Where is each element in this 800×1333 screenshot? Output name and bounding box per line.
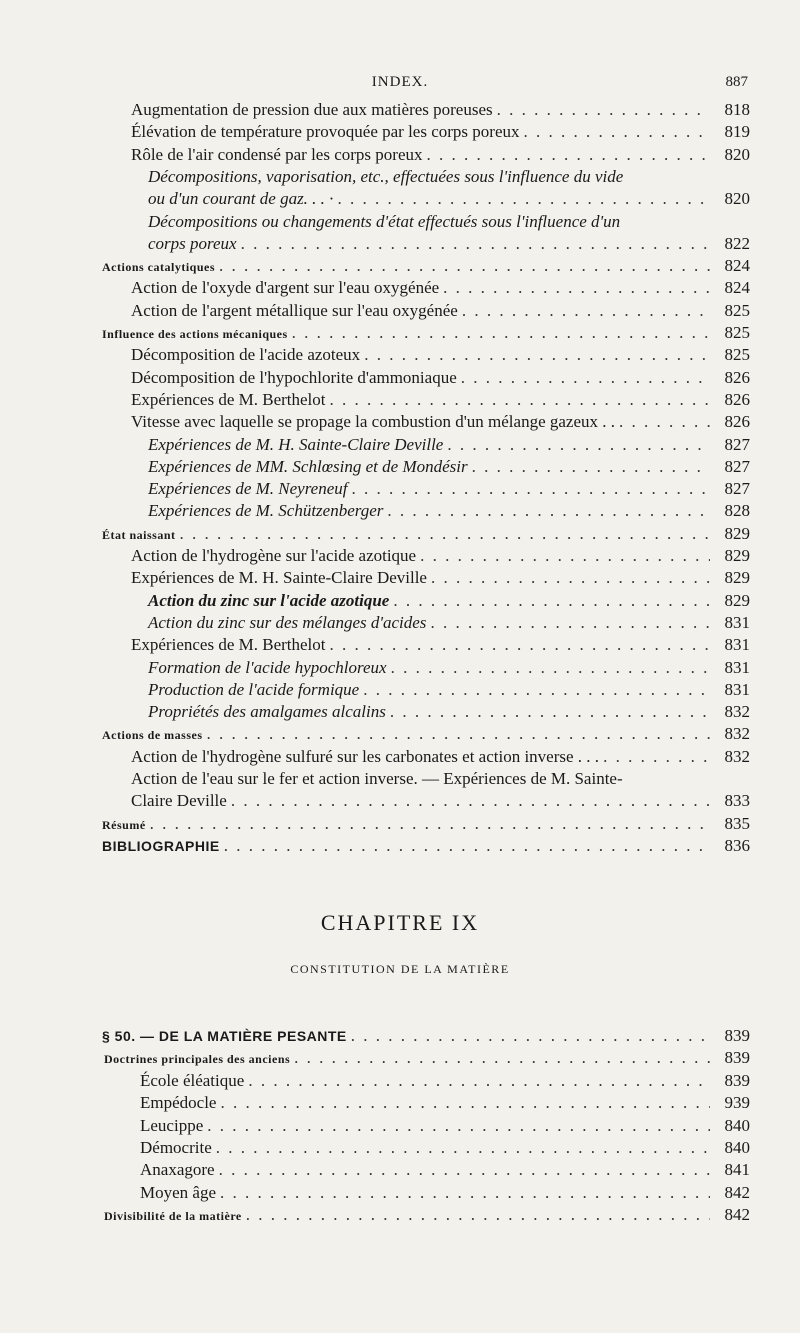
index-entry: [102, 722, 750, 746]
dot-leader: [180, 522, 710, 546]
dot-leader: [248, 1069, 710, 1093]
index-entry: [104, 1046, 750, 1070]
dot-leader: [337, 187, 710, 211]
index-entry-label: Démocrite: [140, 1138, 212, 1157]
dot-leader: [330, 633, 711, 657]
index-entry: [148, 455, 750, 479]
index-entry-label: Expériences de M. H. Sainte-Claire Deville: [148, 434, 444, 454]
dot-leader: [461, 366, 710, 390]
index-entry-page: 819: [724, 122, 750, 142]
index-entry-label: Influence des actions mécaniques: [102, 327, 288, 341]
index-entry: [148, 656, 750, 680]
dot-leader: [351, 1024, 710, 1048]
index-entry-page: 831: [724, 635, 750, 655]
index-entry-page: 829: [724, 568, 750, 588]
index-entry-label: Rôle de l'air condensé par les corps poreux: [131, 144, 423, 164]
index-entry: [140, 1136, 750, 1160]
chapter-title: CHAPITRE IX: [320, 910, 480, 935]
index-entry-page: 831: [724, 679, 750, 699]
index-entry-page: 832: [724, 702, 750, 722]
index-entry-label: Anaxagore: [140, 1160, 215, 1180]
index-entry-label: Action du zinc sur l'acide azotique: [148, 590, 390, 610]
index-entry-page: 829: [724, 546, 750, 565]
index-entry-label: Action de l'hydrogène sulfuré sur les carbonates et action inverse . . .: [131, 746, 600, 766]
index-entry-text: Décompositions ou changements d'état effectués sous l'influence d'un: [148, 211, 621, 231]
index-entry: [131, 299, 750, 323]
index-entry-text: Action de l'eau sur le fer et action inverse. — Expériences de M. Sainte-: [131, 769, 623, 788]
index-entry-page: 842: [724, 1205, 750, 1225]
index-entry-page: 840: [724, 1138, 750, 1157]
dot-leader: [246, 1203, 710, 1227]
dot-leader: [462, 299, 710, 323]
dot-leader: [393, 589, 710, 613]
index-entry: [102, 321, 750, 345]
index-entry: [131, 98, 750, 122]
index-entry-label: Moyen âge: [140, 1182, 217, 1202]
index-entry: [140, 1069, 750, 1093]
index-entry-label: Leucippe: [140, 1115, 204, 1135]
index-entry: [148, 678, 750, 702]
dot-leader: [150, 812, 710, 836]
dot-leader: [207, 1114, 710, 1138]
index-entry: [148, 499, 750, 523]
index-entry: [104, 1203, 750, 1227]
index-entry-label: Action de l'hydrogène sur l'acide azotique: [131, 546, 417, 565]
index-entry-page: 831: [724, 612, 750, 632]
dot-leader: [427, 143, 711, 167]
dot-leader: [472, 455, 710, 479]
index-entry: [131, 410, 750, 434]
index-entry-page: 832: [724, 724, 750, 744]
index-entry-page: 839: [724, 1026, 750, 1045]
dot-leader: [219, 1158, 710, 1182]
index-entry-label: corps poreux: [148, 233, 237, 253]
index-entry-page: 840: [724, 1115, 750, 1135]
index-entry-label: Action de l'argent métallique sur l'eau oxygénée: [131, 300, 458, 320]
chapter-subtitle: CONSTITUTION DE LA MATIÈRE: [290, 962, 510, 976]
index-entry: [140, 1181, 750, 1205]
index-entry-page: 824: [724, 278, 750, 298]
dot-leader: [387, 499, 710, 523]
index-entry-page: 827: [724, 434, 750, 454]
page-number: 887: [725, 74, 748, 90]
index-entry-page: 829: [724, 590, 750, 610]
index-entry: [131, 566, 750, 590]
dot-leader: [391, 656, 710, 680]
dot-leader: [390, 700, 710, 724]
dot-leader: [524, 120, 711, 144]
dot-leader: [364, 343, 710, 367]
index-entry: [131, 343, 750, 367]
index-entry: [131, 276, 750, 300]
index-entry-label: Empédocle: [140, 1093, 217, 1113]
index-entry: [102, 834, 750, 858]
index-entry-page: 825: [724, 323, 750, 342]
index-entry-label: Actions catalytiques: [102, 260, 215, 275]
page-header: [0, 74, 800, 98]
dot-leader: [447, 433, 710, 457]
index-entry-label: Décomposition de l'acide azoteux: [131, 345, 361, 365]
index-entry-label: Expériences de M. Neyreneuf: [148, 479, 348, 499]
dot-leader: [219, 254, 710, 278]
index-entry-page: 827: [724, 479, 750, 499]
dot-leader: [294, 1046, 710, 1070]
dot-leader: [497, 98, 710, 122]
index-entry-page: 836: [724, 835, 750, 855]
index-entry: [140, 1158, 750, 1182]
index-entry-page: 826: [724, 412, 750, 432]
index-entry: [102, 254, 750, 278]
dot-leader: [231, 789, 710, 813]
dot-leader: [216, 1136, 710, 1160]
index-entry: [140, 1114, 750, 1138]
index-entry-page: 829: [724, 523, 750, 543]
index-entry-label: Vitesse avec laquelle se propage la combustion d'un mélange gazeux . .: [131, 412, 616, 432]
index-entry-text: Décompositions, vaporisation, etc., effectuées sous l'influence du vide: [148, 166, 624, 186]
index-entry-page: 826: [724, 367, 750, 387]
index-entry-label: § 50. — DE LA MATIÈRE PESANTE: [102, 1028, 347, 1044]
index-entry: [148, 433, 750, 457]
index-entry-label: École éléatique: [140, 1070, 245, 1090]
index-entry-page: 835: [724, 813, 750, 833]
dot-leader: [431, 566, 710, 590]
index-entry-page: 842: [724, 1182, 750, 1202]
index-entry-label: ou d'un courant de gaz. . . ·: [148, 189, 334, 209]
dot-leader: [619, 410, 710, 434]
index-entry-page: 822: [724, 233, 750, 253]
index-entry: [102, 812, 750, 836]
index-entry: [148, 187, 750, 211]
index-entry: [102, 1024, 750, 1048]
index-entry-page: 831: [724, 657, 750, 677]
index-entry-label: BIBLIOGRAPHIE: [102, 837, 220, 854]
index-entry-page: 825: [724, 345, 750, 365]
index-entry-page: 839: [724, 1048, 750, 1068]
index-entry-page: 818: [724, 100, 750, 119]
index-entry-page: 833: [724, 791, 750, 811]
index-entry-label: État naissant: [102, 527, 176, 542]
dot-leader: [430, 611, 710, 635]
index-entry-page: 939: [724, 1093, 750, 1113]
index-entry: [131, 388, 750, 412]
index-entry-label: Expériences de M. Berthelot: [131, 635, 326, 655]
index-entry-label: Actions de masses: [102, 728, 203, 743]
index-entry: [148, 589, 750, 613]
index-entry: [131, 745, 750, 769]
index-entry-label: Expériences de MM. Schlœsing et de Mondésir: [148, 456, 468, 476]
index-entry: [140, 1091, 750, 1115]
index-entry-label: Décomposition de l'hypochlorite d'ammoniaque: [131, 367, 457, 387]
index-entry-label: Divisibilité de la matière: [104, 1209, 242, 1224]
dot-leader: [363, 678, 710, 702]
index-entry-label: Expériences de M. H. Sainte-Claire Deville: [131, 568, 427, 588]
index-entry-page: 832: [724, 746, 750, 766]
index-entry-label: Production de l'acide formique: [148, 679, 360, 699]
dot-leader: [224, 834, 710, 858]
index-entry: [102, 522, 750, 546]
index-entry: [148, 700, 750, 724]
index-entry-label: Élévation de température provoquée par les corps poreux: [131, 122, 520, 142]
index-entry-label: Propriétés des amalgames alcalins: [148, 702, 386, 722]
running-title: INDEX.: [371, 74, 429, 90]
index-entry: [131, 120, 750, 144]
index-entry-label: Expériences de M. Berthelot: [131, 389, 326, 409]
index-entry-page: 828: [724, 501, 750, 521]
index-entry-page: 839: [724, 1070, 750, 1090]
index-entry-page: 827: [724, 456, 750, 476]
index-entry: [148, 232, 750, 256]
index-entry-page: 826: [724, 389, 750, 409]
index-entry-label: Formation de l'acide hypochloreux: [148, 657, 387, 677]
index-entry: [131, 789, 750, 813]
index-entry-label: Action du zinc sur des mélanges d'acides: [148, 612, 427, 632]
index-entry: [131, 143, 750, 167]
dot-leader: [220, 1181, 710, 1205]
index-entry-label: Résumé: [102, 817, 146, 832]
index-entry-label: Claire Deville: [131, 791, 227, 811]
dot-leader: [603, 745, 710, 769]
index-entry: [131, 366, 750, 390]
dot-leader: [420, 544, 710, 568]
dot-leader: [220, 1091, 710, 1115]
dot-leader: [330, 388, 711, 412]
index-entry-page: 841: [724, 1160, 750, 1180]
index-entry: [131, 633, 750, 657]
index-entry-label: Expériences de M. Schützenberger: [148, 501, 384, 521]
index-entry: [148, 477, 750, 501]
dot-leader: [443, 276, 710, 300]
dot-leader: [352, 477, 710, 501]
dot-leader: [292, 321, 710, 345]
index-entry-page: 820: [724, 144, 750, 164]
index-entry-page: 820: [724, 189, 750, 209]
index-entry-label: Action de l'oxyde d'argent sur l'eau oxygénée: [131, 278, 440, 298]
index-entry-label: Augmentation de pression due aux matières poreuses: [131, 100, 493, 119]
index-entry-page: 824: [724, 256, 750, 276]
dot-leader: [241, 232, 710, 256]
index-entry: [131, 544, 750, 568]
index-entry: [148, 611, 750, 635]
index-entry-label: Doctrines principales des anciens: [104, 1052, 291, 1067]
index-entry-page: 825: [724, 300, 750, 320]
dot-leader: [207, 722, 711, 746]
